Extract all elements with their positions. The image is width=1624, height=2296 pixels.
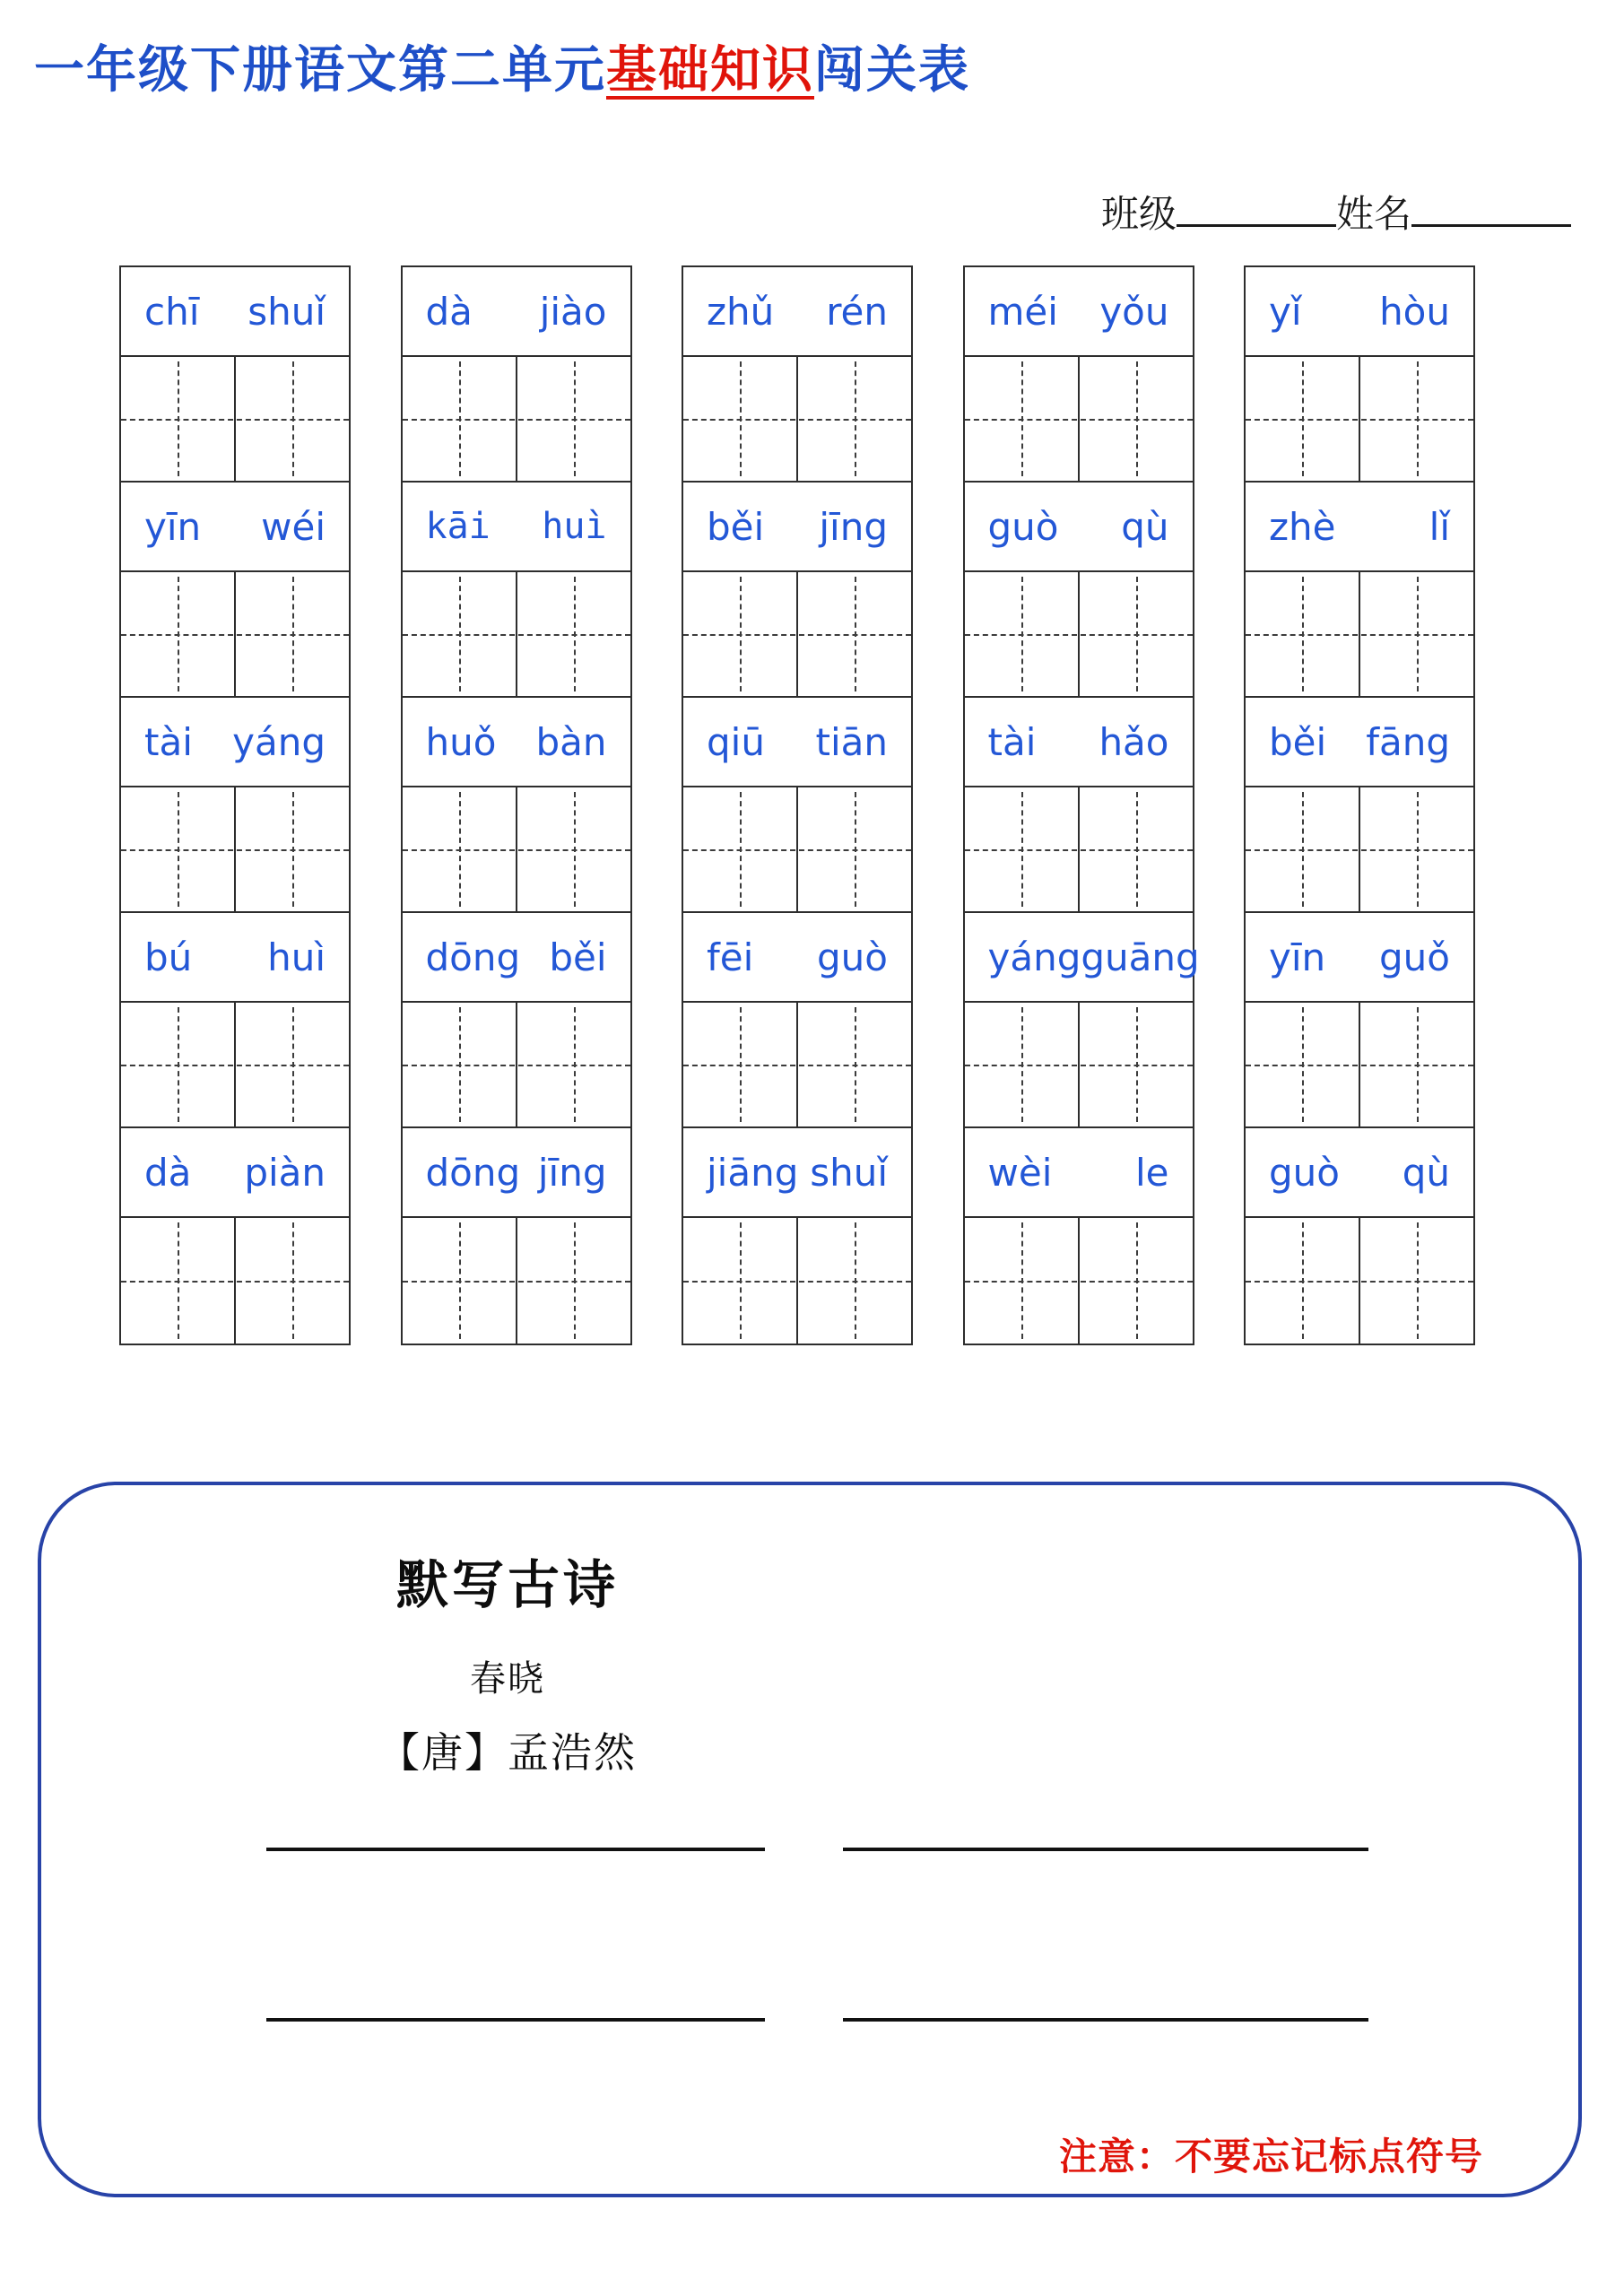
pinyin-syllable: lǐ (1429, 504, 1450, 549)
pinyin-syllable: guò (987, 504, 1059, 549)
tianzige-cell (1078, 572, 1193, 696)
tianzige-cell (516, 357, 630, 481)
pinyin-syllable: shuǐ (248, 289, 326, 334)
pinyin-syllable: běi (707, 504, 765, 549)
writing-grid-row (121, 787, 349, 913)
pinyin-word (965, 913, 1200, 1003)
pinyin-syllable: tài (987, 719, 1037, 764)
pinyin-syllable: tài (144, 719, 193, 764)
pinyin-syllable: dà (144, 1150, 192, 1195)
tianzige-cell (965, 357, 1078, 481)
pinyin-word (683, 267, 911, 357)
tianzige-cell (403, 787, 516, 911)
writing-grid-row (403, 1003, 630, 1128)
pinyin-syllable: yīn (144, 504, 202, 549)
pinyin-word (965, 1128, 1193, 1218)
pinyin-word (965, 483, 1193, 572)
name-label: 姓名 (1336, 195, 1412, 236)
pinyin-syllable: guǒ (1379, 935, 1450, 979)
tianzige-cell (516, 572, 630, 696)
writing-grid-row (403, 787, 630, 913)
pinyin-word (965, 267, 1193, 357)
pinyin-syllable: běi (1269, 719, 1327, 764)
tianzige-cell (516, 1218, 630, 1344)
pinyin-syllable: yīn (1269, 935, 1326, 979)
pinyin-syllable: huì (267, 935, 326, 979)
pinyin-column-2 (401, 265, 632, 1345)
class-name-header (1101, 185, 1571, 239)
pinyin-syllable: zhè (1269, 504, 1336, 549)
tianzige-cell (796, 1218, 911, 1344)
tianzige-cell (234, 357, 349, 481)
pinyin-syllable: guò (817, 935, 888, 979)
pinyin-syllable: rén (826, 289, 888, 334)
tianzige-cell (1246, 357, 1359, 481)
pinyin-syllable: fāng (1366, 719, 1450, 764)
tianzige-cell (1359, 357, 1473, 481)
tianzige-cell (121, 1003, 234, 1126)
tianzige-cell (516, 1003, 630, 1126)
pinyin-word (403, 698, 630, 787)
tianzige-cell (683, 787, 796, 911)
answer-line (843, 1848, 1368, 1851)
pinyin-column-4 (963, 265, 1200, 1345)
pinyin-syllable: huì (542, 506, 607, 547)
pinyin-word (683, 913, 911, 1003)
tianzige-cell (1078, 787, 1193, 911)
writing-grid-row (965, 1003, 1193, 1128)
title-segment: 一年级下册语文第二单元 (34, 43, 606, 99)
answer-line (843, 2018, 1368, 2022)
tianzige-cell (1246, 572, 1359, 696)
pinyin-syllable: dōng (425, 935, 521, 979)
pinyin-syllable: guò (1269, 1150, 1340, 1195)
tianzige-cell (965, 787, 1078, 911)
tianzige-cell (796, 787, 911, 911)
pinyin-syllable: qù (1402, 1150, 1450, 1195)
pinyin-syllable: běi (549, 935, 607, 979)
tianzige-cell (1359, 1003, 1473, 1126)
tianzige-cell (1078, 357, 1193, 481)
pinyin-syllable: hǎo (1099, 719, 1169, 764)
pinyin-column-1 (119, 265, 351, 1345)
tianzige-cell (796, 1003, 911, 1126)
pinyin-word (1246, 698, 1473, 787)
tianzige-cell (1078, 1218, 1193, 1344)
poem-box (38, 1482, 1582, 2197)
tianzige-cell (1359, 1218, 1473, 1344)
writing-grid-row (1246, 787, 1473, 913)
pinyin-syllable: jiāng (707, 1150, 799, 1195)
pinyin-syllable: fēi (707, 935, 754, 979)
class-label: 班级 (1101, 195, 1177, 236)
pinyin-syllable: guāng (1081, 935, 1200, 979)
pinyin-word (403, 1128, 630, 1218)
writing-grid-row (683, 572, 911, 698)
pinyin-word (121, 483, 349, 572)
tianzige-cell (796, 357, 911, 481)
tianzige-cell (234, 787, 349, 911)
tianzige-cell (683, 357, 796, 481)
writing-grid-row (1246, 572, 1473, 698)
name-blank-line (1411, 192, 1571, 227)
tianzige-cell (234, 1003, 349, 1126)
writing-grid-row (121, 572, 349, 698)
pinyin-syllable: jīng (537, 1150, 607, 1195)
pinyin-syllable: wéi (261, 504, 326, 549)
pinyin-syllable: huǒ (425, 719, 497, 764)
tianzige-cell (121, 1218, 234, 1344)
writing-grid-row (683, 1218, 911, 1344)
pinyin-word (403, 483, 630, 572)
poem-title: 春晓 (470, 1658, 545, 1699)
tianzige-cell (234, 572, 349, 696)
pinyin-syllable: kāi (425, 506, 491, 547)
pinyin-word (1246, 913, 1473, 1003)
tianzige-cell (121, 357, 234, 481)
pinyin-word (1246, 1128, 1473, 1218)
answer-line (266, 1848, 765, 1851)
writing-grid-row (1246, 1218, 1473, 1344)
pinyin-syllable: bú (144, 935, 193, 979)
class-blank-line (1177, 192, 1336, 227)
pinyin-word (965, 698, 1193, 787)
tianzige-cell (965, 1218, 1078, 1344)
pinyin-syllable: dōng (425, 1150, 521, 1195)
tianzige-cell (1359, 787, 1473, 911)
tianzige-cell (403, 357, 516, 481)
punctuation-note: 注意：不要忘记标点符号 (1058, 2137, 1483, 2179)
pinyin-word (683, 698, 911, 787)
pinyin-syllable: jīng (819, 504, 888, 549)
writing-grid-row (683, 1003, 911, 1128)
pinyin-word (1246, 267, 1473, 357)
writing-grid-row (965, 1218, 1193, 1344)
pinyin-syllable: dà (425, 289, 473, 334)
pinyin-syllable: méi (987, 289, 1058, 334)
tianzige-cell (965, 1003, 1078, 1126)
pinyin-syllable: zhǔ (707, 289, 775, 334)
writing-grid-row (1246, 357, 1473, 483)
pinyin-syllable: jiào (539, 289, 607, 334)
tianzige-cell (234, 1218, 349, 1344)
pinyin-word (683, 483, 911, 572)
tianzige-cell (683, 572, 796, 696)
pinyin-column-5 (1244, 265, 1475, 1345)
title-segment: 基础知识 (606, 43, 814, 99)
tianzige-cell (516, 787, 630, 911)
tianzige-cell (1246, 1218, 1359, 1344)
tianzige-cell (796, 572, 911, 696)
writing-grid-row (965, 572, 1193, 698)
tianzige-cell (1246, 1003, 1359, 1126)
pinyin-syllable: wèi (987, 1150, 1053, 1195)
worksheet-title (0, 30, 1004, 102)
tianzige-cell (403, 1218, 516, 1344)
writing-grid-row (121, 357, 349, 483)
writing-grid-row (965, 357, 1193, 483)
pinyin-word (121, 913, 349, 1003)
writing-grid-row (683, 787, 911, 913)
pinyin-syllable: yǒu (1099, 289, 1169, 334)
tianzige-cell (121, 572, 234, 696)
pinyin-syllable: bàn (535, 719, 607, 764)
pinyin-syllable: yǐ (1269, 289, 1302, 334)
pinyin-word (121, 698, 349, 787)
tianzige-cell (121, 787, 234, 911)
pinyin-syllable: hòu (1379, 289, 1450, 334)
pinyin-syllable: yáng (987, 935, 1081, 979)
writing-grid-row (403, 1218, 630, 1344)
pinyin-grid (119, 265, 1475, 1345)
poem-section-title: 默写古诗 (395, 1556, 619, 1614)
writing-grid-row (403, 357, 630, 483)
pinyin-word (121, 1128, 349, 1218)
pinyin-word (683, 1128, 911, 1218)
title-segment: 闯关表 (814, 43, 970, 99)
tianzige-cell (965, 572, 1078, 696)
pinyin-syllable: piàn (244, 1150, 326, 1195)
pinyin-syllable: yáng (232, 719, 326, 764)
tianzige-cell (1078, 1003, 1193, 1126)
pinyin-word (403, 267, 630, 357)
pinyin-column-3 (682, 265, 913, 1345)
tianzige-cell (403, 572, 516, 696)
writing-grid-row (683, 357, 911, 483)
pinyin-word (403, 913, 630, 1003)
tianzige-cell (683, 1003, 796, 1126)
answer-line (266, 2018, 765, 2022)
writing-grid-row (121, 1218, 349, 1344)
writing-grid-row (965, 787, 1193, 913)
pinyin-syllable: tiān (815, 719, 888, 764)
tianzige-cell (1359, 572, 1473, 696)
writing-grid-row (1246, 1003, 1473, 1128)
tianzige-cell (1246, 787, 1359, 911)
tianzige-cell (403, 1003, 516, 1126)
poem-author: 【唐】孟浩然 (378, 1730, 637, 1776)
pinyin-syllable: qiū (707, 719, 765, 764)
tianzige-cell (683, 1218, 796, 1344)
pinyin-syllable: qù (1121, 504, 1169, 549)
writing-grid-row (403, 572, 630, 698)
pinyin-syllable: le (1134, 1150, 1169, 1195)
writing-grid-row (121, 1003, 349, 1128)
pinyin-word (121, 267, 349, 357)
pinyin-syllable: chī (144, 289, 200, 334)
pinyin-syllable: shuǐ (810, 1150, 888, 1195)
pinyin-word (1246, 483, 1473, 572)
